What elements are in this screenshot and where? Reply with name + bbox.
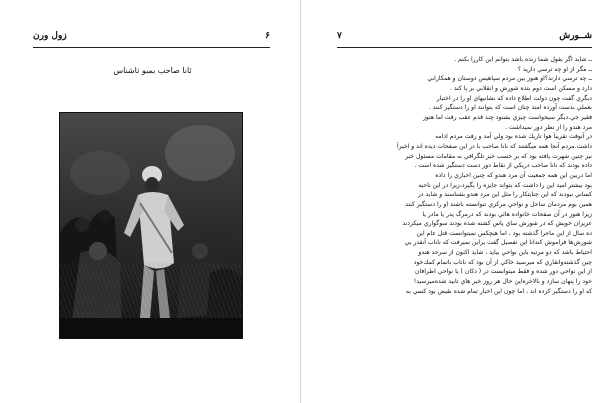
text-line: ــ چه ترسي دارند؟او هنوز بين مردم سپاهيس دوستان و همكاراني [427, 75, 592, 83]
text-line: كساني نبودند كه اين جنايتكار را مثل اين مرد هندو بشناسند و شايد در [417, 191, 592, 199]
right-header-rule [337, 47, 592, 48]
text-line: شورش‌ها فراموش كندانا اين تفصيل گفت براين نميرفت كه ناناب آنقدر بي [404, 239, 592, 247]
text-line: مرد هندو را از نظر دور نميداشت . [505, 123, 592, 131]
text-line: بعملي بدست آورده امند چنان است كه بتوانند او را دستگير كنند . [428, 104, 592, 112]
text-line: اما دربين اين همه جمعيت آن مرد هندو كه چنين اخباري را داده [435, 171, 592, 179]
text-line: احتياط باشد كه دو مرتبه باين نواحي بيايد ، شايد اكنون از سرحد هندو [418, 249, 592, 257]
left-header-rule [33, 47, 270, 48]
text-line: عزيزان خويش كه در شورش ساي پاس كشته شده بودند سوگواري ميكردند [402, 220, 592, 228]
right-page-number: ۷ [337, 31, 342, 41]
text-line: ديگري گفت چون دولت اطلاع داده كه نشانيهاي او را در اختيار [436, 94, 592, 102]
left-page [0, 0, 301, 403]
text-line: دارد و مسكن است دوم بتده شورش و انقلابي بر پا كند . [449, 84, 592, 92]
right-header-title: شــورش [559, 31, 592, 41]
text-line: نيز چنين شهرت يافته بود كه بر حسب خبر تلگرافي به مقامات مسئول خبر [405, 152, 592, 160]
text-line: در آنوقت تقريباً هوا تاريك شده بود ولي آمد و رفت مردم ادامه [435, 133, 592, 141]
text-line: داشت.مردم آنجا همه ميگفتند كه نانا صاحب با در اين صفحات ديده اند و اخيراً [396, 142, 592, 150]
text-line: ــ شايد اگر بقول شما زنده باشد بتوانم اين كاررا بكنم . [454, 56, 592, 63]
text-line: از اين نواحي دور شده و فقط ميتوانست در ( دكان ) يا نواحي اطرافان [414, 268, 592, 276]
text-line: بود بيشتر اميد اين را داشت كه بتواند جايزه را بگيرد،زيرا در اين ناحيه [418, 181, 592, 189]
engraving-illustration [59, 112, 243, 339]
left-page-number: ۶ [265, 31, 270, 41]
text-line: خود را پنهان سازد و بالاخره‌اين حال هر روز خبر هاي تابيد شده‌ميرسيد! [413, 278, 592, 286]
text-line: كه او را دستگير كرده اند ، اما چون اين اخبار تمام شده نقيض بود كسي به [405, 287, 592, 295]
text-line: فقير جي.ديگر سيحواست چيزي بشنود چند قدم عقب رفت اما هنوز [422, 113, 592, 121]
text-line: ــ مگر از او چه ترسي داريد ؟ [517, 65, 592, 73]
body-text [337, 55, 592, 296]
left-header-title: زول ورن [33, 31, 67, 41]
illustration-caption: ئانا صاحب بمبو تاشناس [113, 66, 192, 75]
left-page-header [33, 31, 270, 45]
text-line: زيرا هنوز در آن صفحات خانواده هائي بودند كه درمرگ پدر يا مادر يا [422, 210, 592, 218]
right-page-header [337, 31, 592, 45]
engraving-picture [60, 113, 242, 338]
text-line: ده سال از اين ماجرا گذشته بود ، اما هيچكس نميتوانست قتل عام اين [416, 229, 592, 237]
right-page [304, 0, 613, 403]
text-line: داده بودند كه نانا صاحب دريكي از نقاط دور دست دستگير شده است . [414, 162, 592, 170]
text-line: همين بوم مردمان ساحل و نواحي مركزي نتوانسته باشند او را دستگير كنند [405, 200, 592, 208]
text-line: چين گذشته‌وانقاري كه ميرسيد خاكي از آن بود كه ناناب باتمام كمك‌خود [413, 258, 592, 266]
